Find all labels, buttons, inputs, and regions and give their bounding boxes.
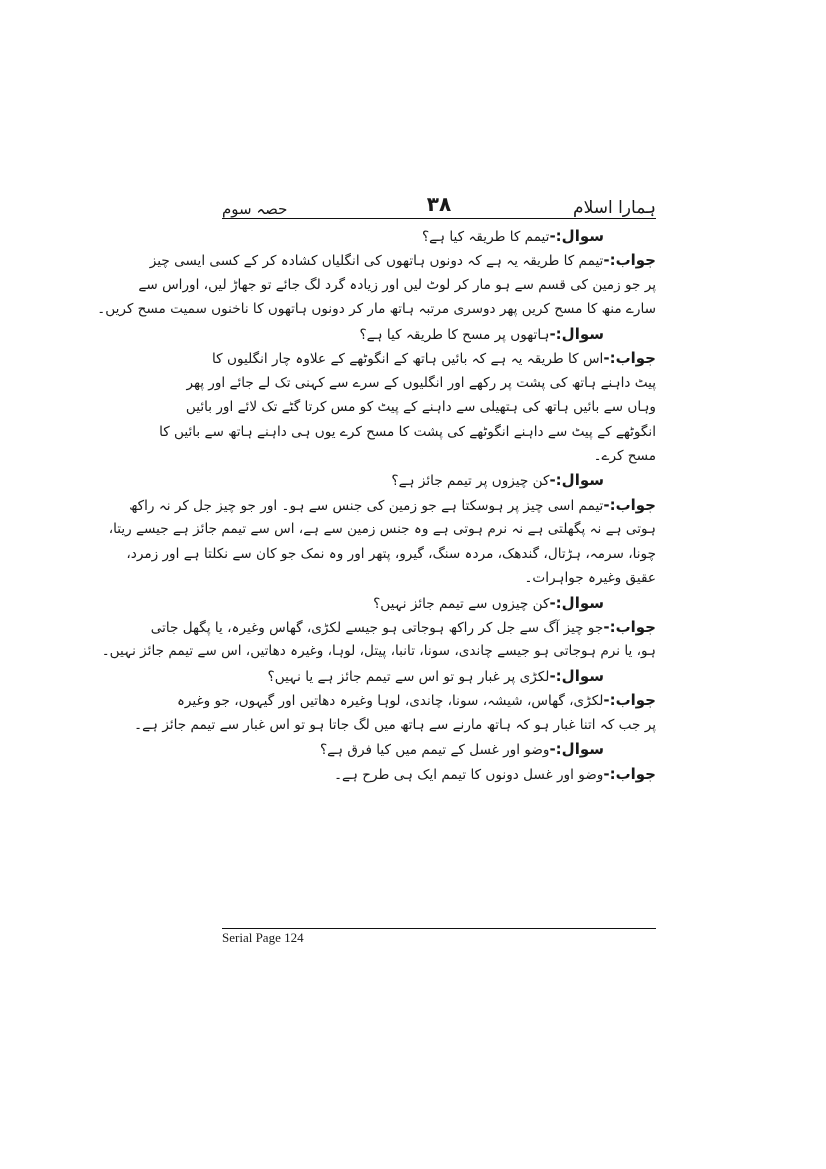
page-header bbox=[222, 188, 656, 218]
line-text: پر جو زمین کی قسم سے ہو مار کر لوٹ لیں اور زیادہ گرد لگ جائے تو جھاڑ لیں، اوراس سے bbox=[138, 276, 656, 293]
text-line bbox=[126, 542, 656, 566]
answer-label: جواب:- bbox=[603, 495, 656, 514]
line-text: سارے منھ کا مسح کریں پھر دوسری مرتبہ ہاتھ مار کر دونوں ہاتھوں کا ناخنوں سمیت مسح کریں۔ bbox=[97, 301, 656, 318]
line-text: اس کا طریقہ یہ ہے کہ بائیں ہاتھ کے انگوٹھے کے علاوہ چار انگلیوں کا bbox=[212, 351, 604, 368]
question-line bbox=[222, 322, 656, 346]
line-text: جو چیز آگ سے جل کر راکھ ہوجاتی ہو جیسے لکڑی، گھاس وغیرہ، یا پگھل جاتی bbox=[150, 620, 604, 636]
question-line bbox=[222, 591, 656, 615]
text-line bbox=[101, 639, 656, 663]
header-rule bbox=[222, 218, 656, 219]
line-text: لکڑی پر غبار ہو تو اس سے تیمم جائز ہے یا نہیں؟ bbox=[267, 668, 550, 685]
answer-label: جواب:- bbox=[603, 618, 656, 636]
line-text: ہو، یا نرم ہوجاتی ہو جیسے چاندی، سونا، تانبا، پیتل، لوہا، وغیرہ دھاتیں، اس سے تیمم جائز نہیں۔ bbox=[101, 643, 656, 660]
text-line bbox=[186, 371, 656, 395]
question-label: سوال:- bbox=[549, 227, 604, 245]
page-number: ۳۸ bbox=[426, 192, 452, 216]
part-label: حصہ سوم bbox=[222, 200, 288, 218]
line-text: لکڑی، گھاس، شیشہ، سونا، چاندی، لوہا وغیرہ دھاتیں اور گیہوں، جو وغیرہ bbox=[176, 693, 604, 710]
line-text: چونا، سرمہ، ہڑتال، گندھک، مردہ سنگ، گیرو، پتھر اور وہ نمک جو کان سے نکلتا ہے اور زمرد، bbox=[126, 545, 656, 562]
line-text: تیمم کا طریقہ کیا ہے؟ bbox=[421, 229, 550, 245]
text-line bbox=[134, 713, 656, 737]
serial-page-label: Serial Page 124 bbox=[222, 930, 304, 945]
question-label: سوال:- bbox=[549, 471, 604, 490]
line-text: مسح کرے۔ bbox=[593, 447, 656, 464]
line-text: ہاتھوں پر مسح کا طریقہ کیا ہے؟ bbox=[359, 326, 550, 343]
question-label: سوال:- bbox=[549, 666, 604, 685]
line-text: کن چیزوں پر تیمم جائز ہے؟ bbox=[391, 473, 550, 490]
answer-line bbox=[150, 615, 656, 639]
question-line bbox=[222, 468, 656, 492]
answer-line bbox=[176, 688, 656, 712]
footer-rule bbox=[222, 928, 656, 929]
answer-line bbox=[149, 248, 656, 272]
question-line bbox=[222, 664, 656, 688]
text-line bbox=[138, 273, 656, 297]
text-line bbox=[108, 517, 656, 541]
question-label: سوال:- bbox=[549, 593, 604, 612]
answer-label: جواب:- bbox=[603, 691, 656, 710]
line-text: عقیق وغیرہ جواہرات۔ bbox=[524, 570, 656, 587]
answer-label: جواب:- bbox=[603, 349, 656, 368]
book-title: ہمارا اسلام bbox=[573, 198, 656, 218]
question-label: سوال:- bbox=[549, 740, 604, 759]
line-text: وہاں سے بائیں ہاتھ کی ہتھیلی سے داہنے کے پیٹ کو مس کرتا گٹے تک لائے اور بائیں bbox=[185, 399, 656, 416]
answer-line bbox=[129, 493, 656, 517]
question-line bbox=[222, 737, 656, 761]
text-line bbox=[185, 395, 656, 419]
line-text: انگوٹھے کے پیٹ سے داہنے انگوٹھے کی پشت کا مسح کرے یوں ہی داہنے ہاتھ سے بائیں کا bbox=[159, 423, 656, 440]
answer-line bbox=[222, 762, 656, 786]
line-text: پر جب کہ اتنا غبار ہو کہ ہاتھ مارنے سے ہاتھ میں لگ جاتا ہو تو اس غبار سے تیمم جائز ہے۔ bbox=[134, 716, 656, 733]
answer-label: جواب:- bbox=[603, 764, 656, 783]
text-line bbox=[222, 444, 656, 468]
answer-label: جواب:- bbox=[603, 251, 656, 270]
text-line bbox=[222, 566, 656, 590]
line-text: کن چیزوں سے تیمم جائز نہیں؟ bbox=[373, 595, 550, 612]
line-text: تیمم اسی چیز پر ہوسکتا ہے جو زمین کی جنس سے ہو۔ اور جو چیز جل کر نہ راکھ bbox=[129, 497, 604, 514]
line-text: ہوتی ہے نہ پگھلتی ہے نہ نرم ہوتی ہے وہ جنس زمین سے ہے، اس سے تیمم جائز ہے جیسے ریتا، bbox=[108, 521, 656, 538]
text-line bbox=[97, 297, 656, 321]
text-line bbox=[159, 420, 656, 444]
question-label: سوال:- bbox=[549, 324, 604, 343]
question-line bbox=[222, 224, 656, 248]
line-text: وضو اور غسل دونوں کا تیمم ایک ہی طرح ہے۔ bbox=[334, 766, 604, 783]
line-text: وضو اور غسل کے تیمم میں کیا فرق ہے؟ bbox=[319, 742, 550, 759]
line-text: تیمم کا طریقہ یہ ہے کہ دونوں ہاتھوں کی انگلیاں کشادہ کر کے کسی ایسی چیز bbox=[149, 253, 604, 270]
page-body bbox=[97, 224, 656, 786]
answer-line bbox=[212, 346, 656, 370]
line-text: پیٹ داہنے ہاتھ کی پشت پر رکھے اور انگلیوں کے سرے سے کہنی تک لے جائے اور پھر bbox=[186, 374, 656, 391]
